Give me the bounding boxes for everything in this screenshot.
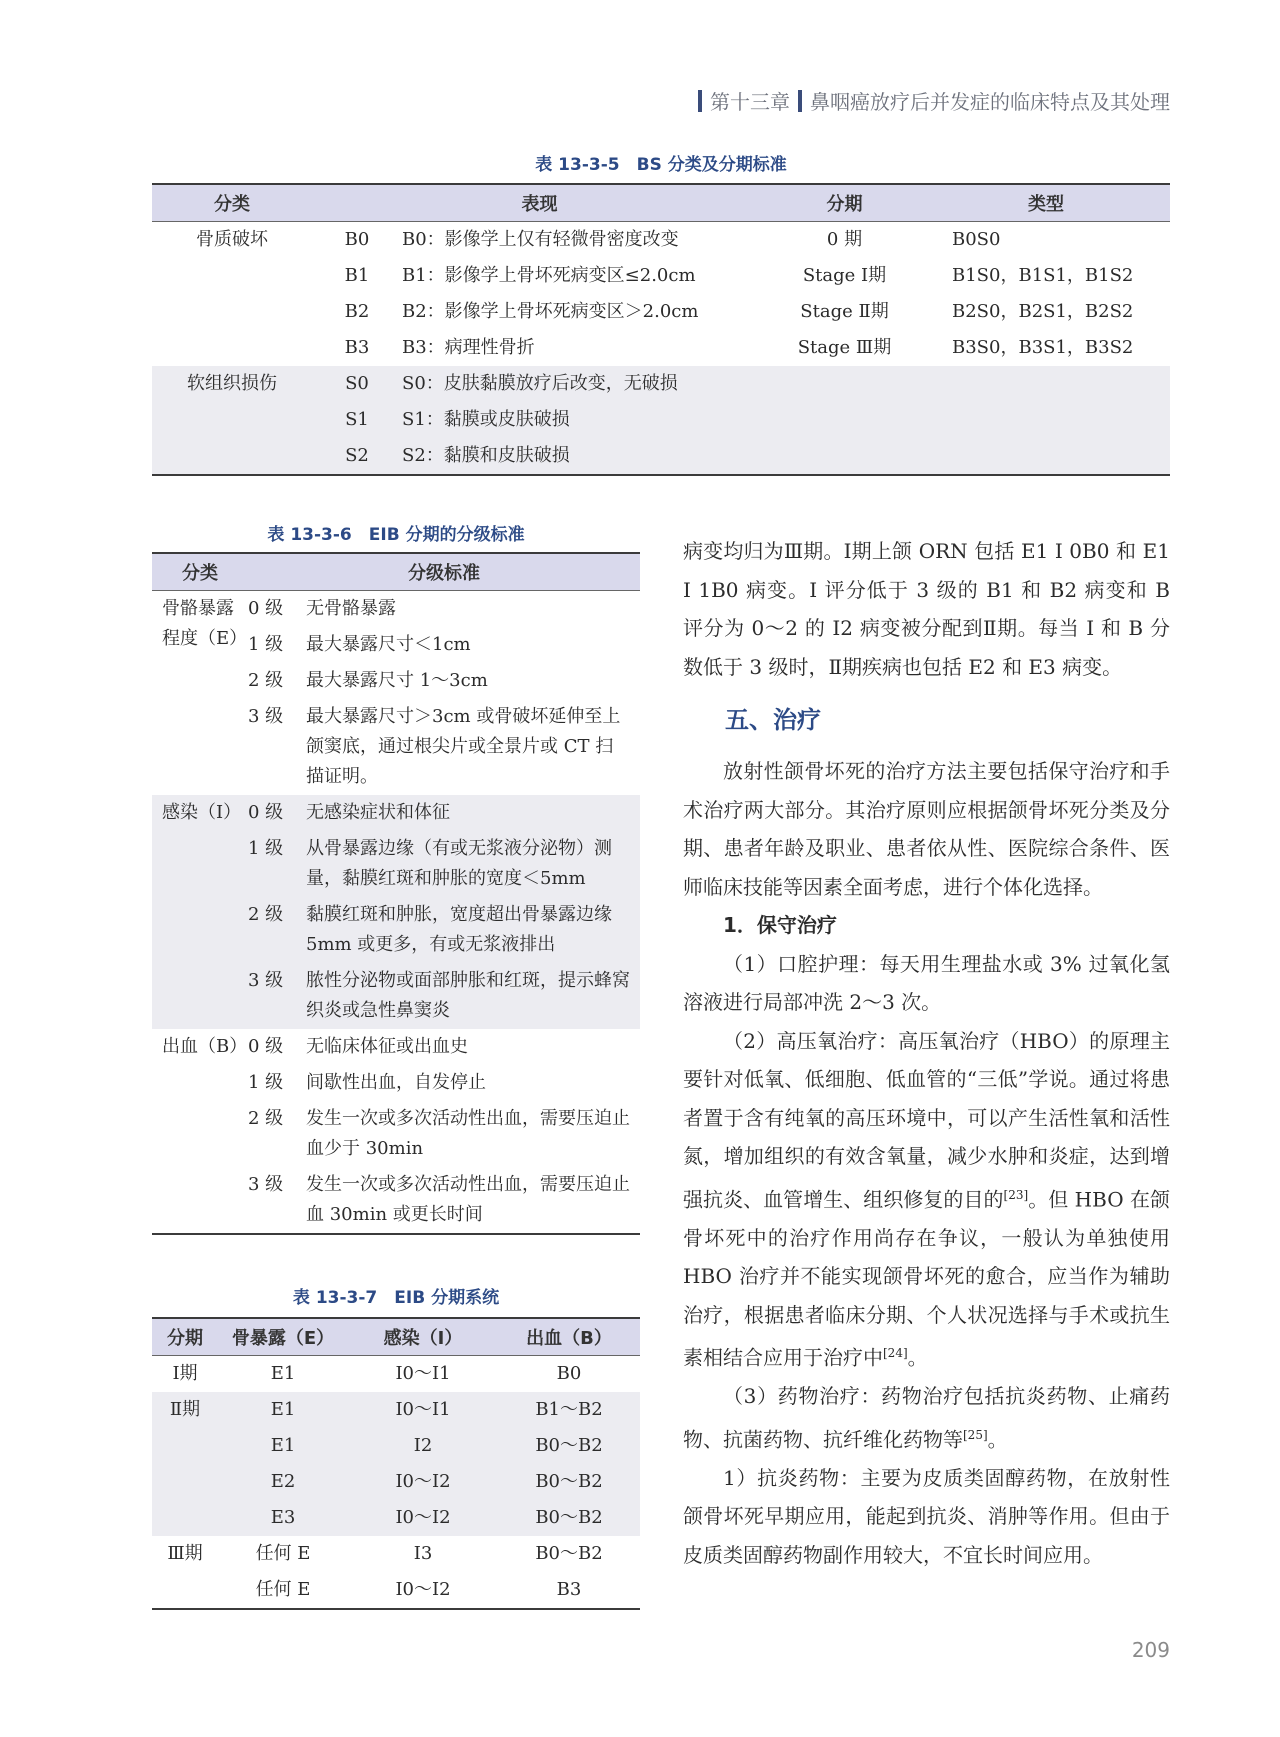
table3-header-stage: 分期 [152,1318,218,1356]
type-cell: B1S0，B1S1，B1S2 [952,265,1134,286]
table2-header-criteria: 分级标准 [248,553,640,591]
criteria-cell: 黏膜红斑和肿胀，宽度超出骨暴露边缘 5mm 或更多，有或无浆液排出 [306,897,640,963]
criteria-cell: 间歇性出血，自发停止 [306,1072,486,1093]
exposure-cell: E3 [218,1500,348,1536]
stage-cell: Stage Ⅲ期 [797,337,892,358]
chapter-title: 鼻咽癌放疗后并发症的临床特点及其处理 [810,90,1170,114]
criteria-cell: 最大暴露尺寸＞3cm 或骨破坏延伸至上颌窦底，通过根尖片或全景片或 CT 扫描证明。 [306,706,621,787]
paragraph-text: （3）药物治疗：药物治疗包括抗炎药物、止痛药物、抗菌药物、抗纤维化药物等 [683,1384,1170,1452]
exposure-cell: E2 [218,1464,348,1500]
table-row [152,1464,640,1500]
table3-caption: 表 13-3-7 EIB 分期系统 [292,1288,500,1308]
description-cell: B2：影像学上骨坏死病变区＞2.0cm [402,301,699,322]
bleeding-cell: B0～B2 [535,1543,603,1564]
citation-ref: [23] [1003,1187,1029,1202]
exposure-cell: 任何 E [255,1543,311,1564]
criteria-cell: 发生一次或多次活动性出血，需要压迫止血少于 30min [306,1108,630,1159]
infection-cell: I0～I1 [348,1392,498,1428]
code-cell: B0 [344,229,370,250]
exposure-cell: 任何 E [255,1579,311,1600]
grade-cell: 3 级 [248,1174,284,1195]
infection-cell: I0～I1 [395,1363,451,1384]
stage-cell: Stage Ⅱ期 [800,301,889,322]
grade-cell: 2 级 [248,1108,284,1129]
grade-cell: 1 级 [248,634,284,655]
type-cell: B2S0，B2S1，B2S2 [952,301,1134,322]
bleeding-cell: B0～B2 [498,1500,640,1536]
code-cell: S2 [312,438,402,475]
type-cell [922,438,1170,475]
grade-cell: 0 级 [248,1036,284,1057]
running-head [698,86,1170,115]
stage-cell: Ⅲ期 [167,1543,203,1564]
paragraph-text: 。 [987,1427,1008,1452]
criteria-cell: 最大暴露尺寸 1～3cm [306,670,488,691]
body-paragraph: 放射性颌骨坏死的治疗方法主要包括保守治疗和手术治疗两大部分。其治疗原则应根据颌骨坏死分类及分期、患者年龄及职业、患者依从性、医院综合条件、医师临床技能等因素全面考虑，进行个体化选择。 [683,759,1170,899]
criteria-cell: 脓性分泌物或面部肿胀和红斑，提示蜂窝织炎或急性鼻窦炎 [306,963,640,1029]
table1-header-finding: 表现 [312,184,767,222]
body-paragraph: 1）抗炎药物：主要为皮质类固醇药物，在放射性颌骨坏死早期应用，能起到抗炎、消肿等作用。但由于皮质类固醇药物副作用较大，不宜长时间应用。 [683,1465,1170,1567]
grade-cell: 1 级 [248,1072,284,1093]
bleeding-cell: B0～B2 [498,1464,640,1500]
stage-cell: 0 期 [826,229,863,250]
exposure-cell: E1 [218,1392,348,1428]
description-cell: S2：黏膜和皮肤破损 [402,438,767,475]
type-cell [922,366,1170,402]
table3-header-bleeding: 出血（B） [498,1318,640,1356]
section-heading: 五、治疗 [725,706,821,734]
paragraph-text: （2）高压氧治疗：高压氧治疗（HBO）的原理主要针对低氧、低细胞、低血管的“三低”学说。通过将患者置于含有纯氧的高压环境中，可以产生活性氧和活性氮，增加组织的有效含氧量，减少水肿和炎症，达到增强抗炎、血管增生、组织修复的目的 [683,1028,1170,1212]
infection-cell: I3 [413,1543,433,1564]
running-head-bar [698,90,702,112]
stage-cell: Ⅱ期 [152,1392,218,1536]
criteria-cell: 无临床体征或出血史 [306,1036,468,1057]
table-row [152,1029,640,1065]
table-row [152,1392,640,1428]
category-cell: 骨骼暴露程度（E） [162,598,248,649]
code-cell: S1 [312,402,402,438]
body-paragraph: （1）口腔护理：每天用生理盐水或 3% 过氧化氢溶液进行局部冲洗 2～3 次。 [683,951,1170,1014]
table2-caption: 表 13-3-6 EIB 分期的分级标准 [267,525,525,545]
subsection-heading: 1．保守治疗 [723,913,837,937]
body-text-column [683,532,1170,1574]
table3-header-exposure: 骨暴露（E） [218,1318,348,1356]
table-row [152,366,1170,402]
criteria-cell: 从骨暴露边缘（有或无浆液分泌物）测量，黏膜红斑和肿胀的宽度＜5mm [306,831,640,897]
category-cell: 出血（B） [162,1036,248,1057]
description-cell: B0：影像学上仅有轻微骨密度改变 [402,229,679,250]
table-row [152,1356,640,1393]
type-cell [922,402,1170,438]
stage-cell: Stage Ⅰ期 [802,265,887,286]
bleeding-cell: B3 [556,1579,582,1600]
bleeding-cell: B0 [556,1363,582,1384]
running-head-bar [798,90,802,112]
body-paragraph: 病变均归为Ⅲ期。Ⅰ期上颌 ORN 包括 E1 I 0B0 和 E1 I 1B0 病变。I 评分低于 3 级的 B1 和 B2 病变和 B 评分为 0～2 的 I2 病变被分配到Ⅱ期。每当 I 和 B 分数低于 3 级时，Ⅱ期疾病也包括 E2 和 E3 病变。 [683,539,1170,679]
table2-header-category: 分类 [152,553,248,591]
citation-ref: [25] [963,1427,988,1442]
description-cell: S1：黏膜或皮肤破损 [402,402,767,438]
table1-header-stage: 分期 [767,184,922,222]
table-row [152,1428,640,1464]
infection-cell: I0～I2 [395,1579,451,1600]
code-cell: S0 [312,366,402,402]
table-row [152,1500,640,1536]
bleeding-cell: B0～B2 [498,1428,640,1464]
infection-cell: I0～I2 [348,1464,498,1500]
table-row [152,1536,640,1572]
criteria-cell: 最大暴露尺寸＜1cm [306,634,471,655]
paragraph-text: 。 [907,1345,928,1370]
table-row [152,1572,640,1609]
grade-cell: 1 级 [248,831,306,897]
citation-ref: [24] [883,1346,908,1361]
table-eib-grading [152,552,640,1235]
grade-cell: 3 级 [248,963,306,1029]
body-paragraph [683,1377,1170,1459]
category-cell: 软组织损伤 [152,366,312,475]
criteria-cell: 无感染症状和体征 [306,795,640,831]
infection-cell: I0～I2 [348,1500,498,1536]
table-eib-staging [152,1317,640,1610]
table-row [152,591,640,628]
category-cell: 感染（I） [152,795,248,1029]
grade-cell: 2 级 [248,897,306,963]
grade-cell: 0 级 [248,795,306,831]
bleeding-cell: B1～B2 [498,1392,640,1428]
code-cell: B1 [344,265,370,286]
description-cell: S0：皮肤黏膜放疗后改变，无破损 [402,366,767,402]
criteria-cell: 无骨骼暴露 [306,598,396,619]
stage-cell [767,402,922,438]
stage-cell: Ⅰ期 [172,1363,198,1384]
code-cell: B2 [344,301,370,322]
page-number: 209 [1131,1638,1170,1662]
table-bs-classification [152,183,1170,476]
code-cell: B3 [344,337,370,358]
grade-cell: 3 级 [248,706,284,727]
type-cell: B0S0 [952,229,1001,250]
stage-cell [767,438,922,475]
table-row [152,222,1170,259]
criteria-cell: 发生一次或多次活动性出血，需要压迫止血 30min 或更长时间 [306,1174,630,1225]
description-cell: B3：病理性骨折 [402,337,535,358]
infection-cell: I2 [348,1428,498,1464]
table1-header-category: 分类 [152,184,312,222]
table1-header-type: 类型 [922,184,1170,222]
body-paragraph [683,1022,1170,1378]
table3-header-infection: 感染（I） [348,1318,498,1356]
category-cell: 骨质破坏 [196,229,268,250]
exposure-cell: E1 [218,1428,348,1464]
type-cell: B3S0，B3S1，B3S2 [952,337,1134,358]
grade-cell: 0 级 [248,598,284,619]
grade-cell: 2 级 [248,670,284,691]
table1-caption: 表 13-3-5 BS 分类及分期标准 [535,155,787,175]
stage-cell [767,366,922,402]
chapter-number: 第十三章 [710,90,790,114]
table-row [152,795,640,831]
exposure-cell: E1 [270,1363,296,1384]
paragraph-text: 。但 HBO 在颌骨坏死中的治疗作用尚存在争议，一般认为单独使用 HBO 治疗并不能实现颌骨坏死的愈合，应当作为辅助治疗，根据患者临床分期、个人状况选择与手术或抗生素相结合应用于治疗中 [683,1187,1171,1370]
description-cell: B1：影像学上骨坏死病变区≤2.0cm [402,265,696,286]
